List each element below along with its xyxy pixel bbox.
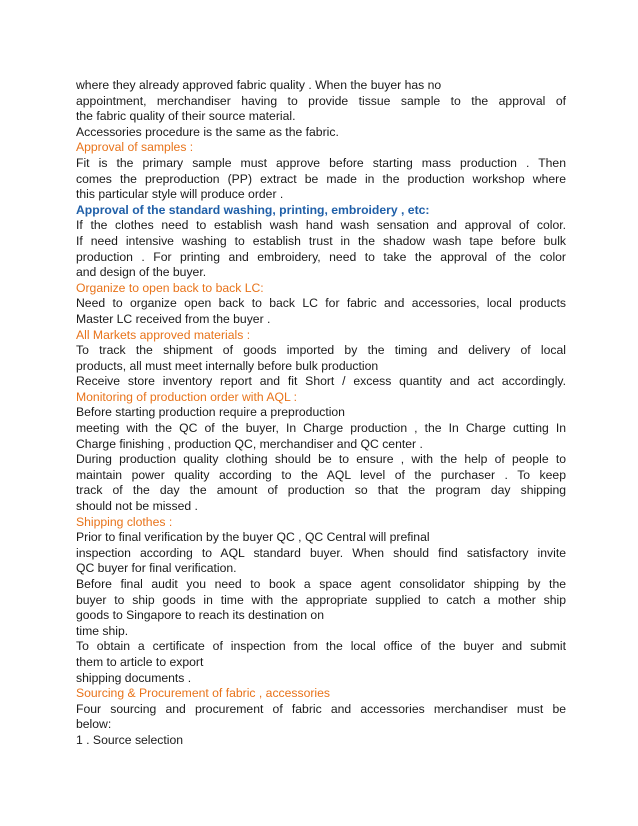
text-line: below: — [76, 717, 112, 732]
text-line: Before starting production require a preproduction — [76, 405, 345, 420]
text-line: QC buyer for final verification. — [76, 561, 237, 576]
text-line: Master LC received from the buyer . — [76, 311, 271, 326]
text-line: Before final audit you need to book a space agent consolidator shipping by the — [76, 577, 566, 591]
text-line: To track the shipment of goods imported by the timing and delivery of local — [76, 343, 566, 358]
text-line: meeting with the QC of the buyer, In Charge production , the In Charge cutting In — [76, 421, 566, 436]
text-line: where they already approved fabric quality . When the buyer has no — [76, 78, 442, 92]
text-line: shipping documents . — [76, 670, 192, 685]
text-line: track of the day the amount of production so that the program day shipping — [76, 483, 566, 498]
section-heading: Organize to open back to back LC: — [76, 280, 264, 295]
text-line: this particular style will produce order . — [76, 187, 284, 202]
text-line: should not be missed . — [76, 499, 198, 514]
text-line: production . For printing and embroidery, need to take the approval of the color — [76, 249, 566, 264]
text-line: To obtain a certificate of inspection from the local office of the buyer and submit — [76, 639, 566, 654]
section-heading: Shipping clothes : — [76, 514, 173, 529]
section-heading: Approval of samples : — [76, 140, 194, 155]
section-heading: Monitoring of production order with AQL : — [76, 389, 298, 404]
text-line: buyer to ship goods in time with the appropriate supplied to catch a mother ship — [76, 592, 566, 607]
text-line: goods to Singapore to reach its destination on — [76, 608, 324, 623]
text-line: If the clothes need to establish wash hand wash sensation and approval of color. — [76, 218, 566, 233]
text-line: During production quality clothing should be to ensure , with the help of people to — [76, 452, 566, 467]
text-line: Fit is the primary sample must approve before starting mass production . Then — [76, 155, 566, 170]
text-line: products, all must meet internally before bulk production — [76, 358, 379, 373]
text-line: maintain power quality according to the AQL level of the purchaser . To keep — [76, 467, 566, 482]
text-line: 1 . Source selection — [76, 732, 184, 747]
text-line: comes the preproduction (PP) extract be made in the production workshop where — [76, 171, 566, 186]
text-line: appointment, merchandiser having to provide tissue sample to the approval of — [76, 93, 566, 108]
text-line: time ship. — [76, 623, 129, 638]
text-line: Accessories procedure is the same as the fabric. — [76, 124, 339, 139]
text-line: Receive store inventory report and fit Short / excess quantity and act accordingly. — [76, 374, 566, 389]
section-heading: All Markets approved materials : — [76, 327, 251, 342]
text-line: If need intensive washing to establish trust in the shadow wash tape before bulk — [76, 233, 566, 248]
document-page — [76, 78, 566, 749]
text-line: Prior to final verification by the buyer QC , QC Central will prefinal — [76, 530, 430, 545]
section-heading: Sourcing & Procurement of fabric , accessories — [76, 686, 331, 701]
section-heading: Approval of the standard washing, printing, embroidery , etc: — [76, 202, 430, 217]
text-line: the fabric quality of their source material. — [76, 109, 296, 124]
text-line: inspection according to AQL standard buyer. When should find satisfactory invite — [76, 545, 566, 560]
text-line: and design of the buyer. — [76, 265, 207, 280]
text-line: Four sourcing and procurement of fabric and accessories merchandiser must be — [76, 701, 566, 716]
text-line: them to article to export — [76, 654, 204, 669]
text-line: Charge finishing , production QC, merchandiser and QC center . — [76, 436, 423, 451]
text-line: Need to organize open back to back LC for fabric and accessories, local products — [76, 296, 566, 311]
